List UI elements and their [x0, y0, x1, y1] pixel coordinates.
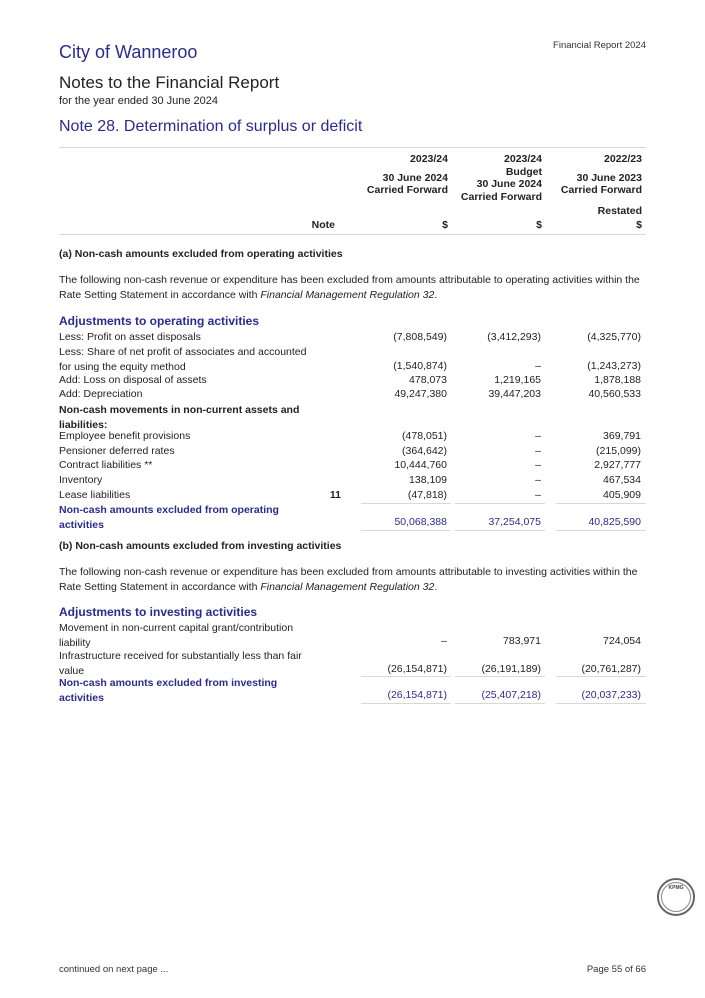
table-row: Less: Profit on asset disposals (7,808,549) (3,412,293) (4,325,770)	[59, 331, 641, 343]
note-column-header: Note	[311, 219, 335, 231]
col1-year: 2023/24	[410, 153, 448, 165]
table-row: Add: Depreciation 49,247,380 39,447,203 40,560,533	[59, 388, 641, 400]
table-row: Lease liabilities 11 (47,818) – 405,909	[59, 489, 641, 501]
col1-unit: $	[442, 219, 448, 231]
col3-restated: Restated	[597, 205, 642, 217]
investing-adjustments-heading: Adjustments to investing activities	[59, 605, 258, 619]
operating-total-values: 50,068,388 37,254,075 40,825,590	[394, 516, 641, 528]
auditor-stamp-icon: KPMG	[657, 878, 695, 916]
total-rule	[361, 703, 451, 704]
table-row: Inventory 138,109 – 467,534	[59, 474, 641, 486]
investing-total-row: Non-cash amounts excluded from investing activities	[59, 677, 278, 704]
total-rule	[361, 530, 451, 531]
note-title: Note 28. Determination of surplus or deficit	[59, 118, 363, 135]
total-rule	[556, 530, 646, 531]
operating-total-row: Non-cash amounts excluded from operating activities	[59, 504, 279, 531]
col1-date: 30 June 2024	[382, 172, 448, 184]
continued-note: continued on next page ...	[59, 964, 169, 975]
table-row: Less: Share of net profit of associates and accounted for using the equity method (1,540,874) – (1,243,273)	[59, 346, 641, 373]
col3-unit: $	[636, 219, 642, 231]
col3-date: 30 June 2023	[576, 172, 642, 184]
page-number: Page 55 of 66	[586, 964, 646, 975]
section-a-title: (a) Non-cash amounts excluded from operating activities	[59, 248, 343, 260]
table-row: Pensioner deferred rates (364,642) – (215,099)	[59, 445, 641, 457]
table-row: Movement in non-current capital grant/contribution liability – 783,971 724,054	[59, 622, 641, 649]
col2-date: 30 June 2024	[476, 178, 542, 190]
period-subtitle: for the year ended 30 June 2024	[59, 95, 219, 107]
col3-year: 2022/23	[604, 153, 642, 165]
col2-desc: Carried Forward	[460, 191, 542, 203]
table-row: Employee benefit provisions (478,051) – 369,791	[59, 430, 641, 442]
organization-name: City of Wanneroo	[59, 42, 198, 62]
header-top-rule	[59, 147, 646, 148]
table-row: Add: Loss on disposal of assets 478,073 1,219,165 1,878,188	[59, 374, 641, 386]
section-b-description: The following non-cash revenue or expenditure has been excluded from amounts attributable to investing activities within the Rate Setting Statement in accordance with Financial Management Regulation 32.	[59, 566, 638, 593]
report-label: Financial Report 2024	[553, 40, 646, 51]
col3-desc: Carried Forward	[560, 184, 642, 196]
subheading-row: Non-cash movements in non-current assets and liabilities:	[59, 404, 300, 431]
investing-total-values: (26,154,871) (25,407,218) (20,037,233)	[387, 689, 641, 701]
col1-desc: Carried Forward	[366, 184, 448, 196]
total-rule	[455, 703, 545, 704]
total-rule	[556, 703, 646, 704]
section-a-description: The following non-cash revenue or expenditure has been excluded from amounts attributable to operating activities within the Rate Setting Statement in accordance with Financial Management Regulation 32.	[59, 274, 640, 301]
col2-year: 2023/24	[504, 153, 542, 165]
col2-unit: $	[536, 219, 542, 231]
col2-budget: Budget	[505, 166, 542, 178]
total-rule	[455, 530, 545, 531]
note-reference[interactable]: 11	[329, 489, 341, 501]
operating-adjustments-heading: Adjustments to operating activities	[59, 314, 260, 328]
table-row: Contract liabilities ** 10,444,760 – 2,927,777	[59, 459, 641, 471]
section-title: Notes to the Financial Report	[59, 73, 280, 92]
section-b-title: (b) Non-cash amounts excluded from investing activities	[59, 540, 342, 552]
table-row: Infrastructure received for substantially less than fair value (26,154,871) (26,191,189) (20,761,287)	[59, 650, 641, 677]
header-bottom-rule	[59, 234, 646, 235]
